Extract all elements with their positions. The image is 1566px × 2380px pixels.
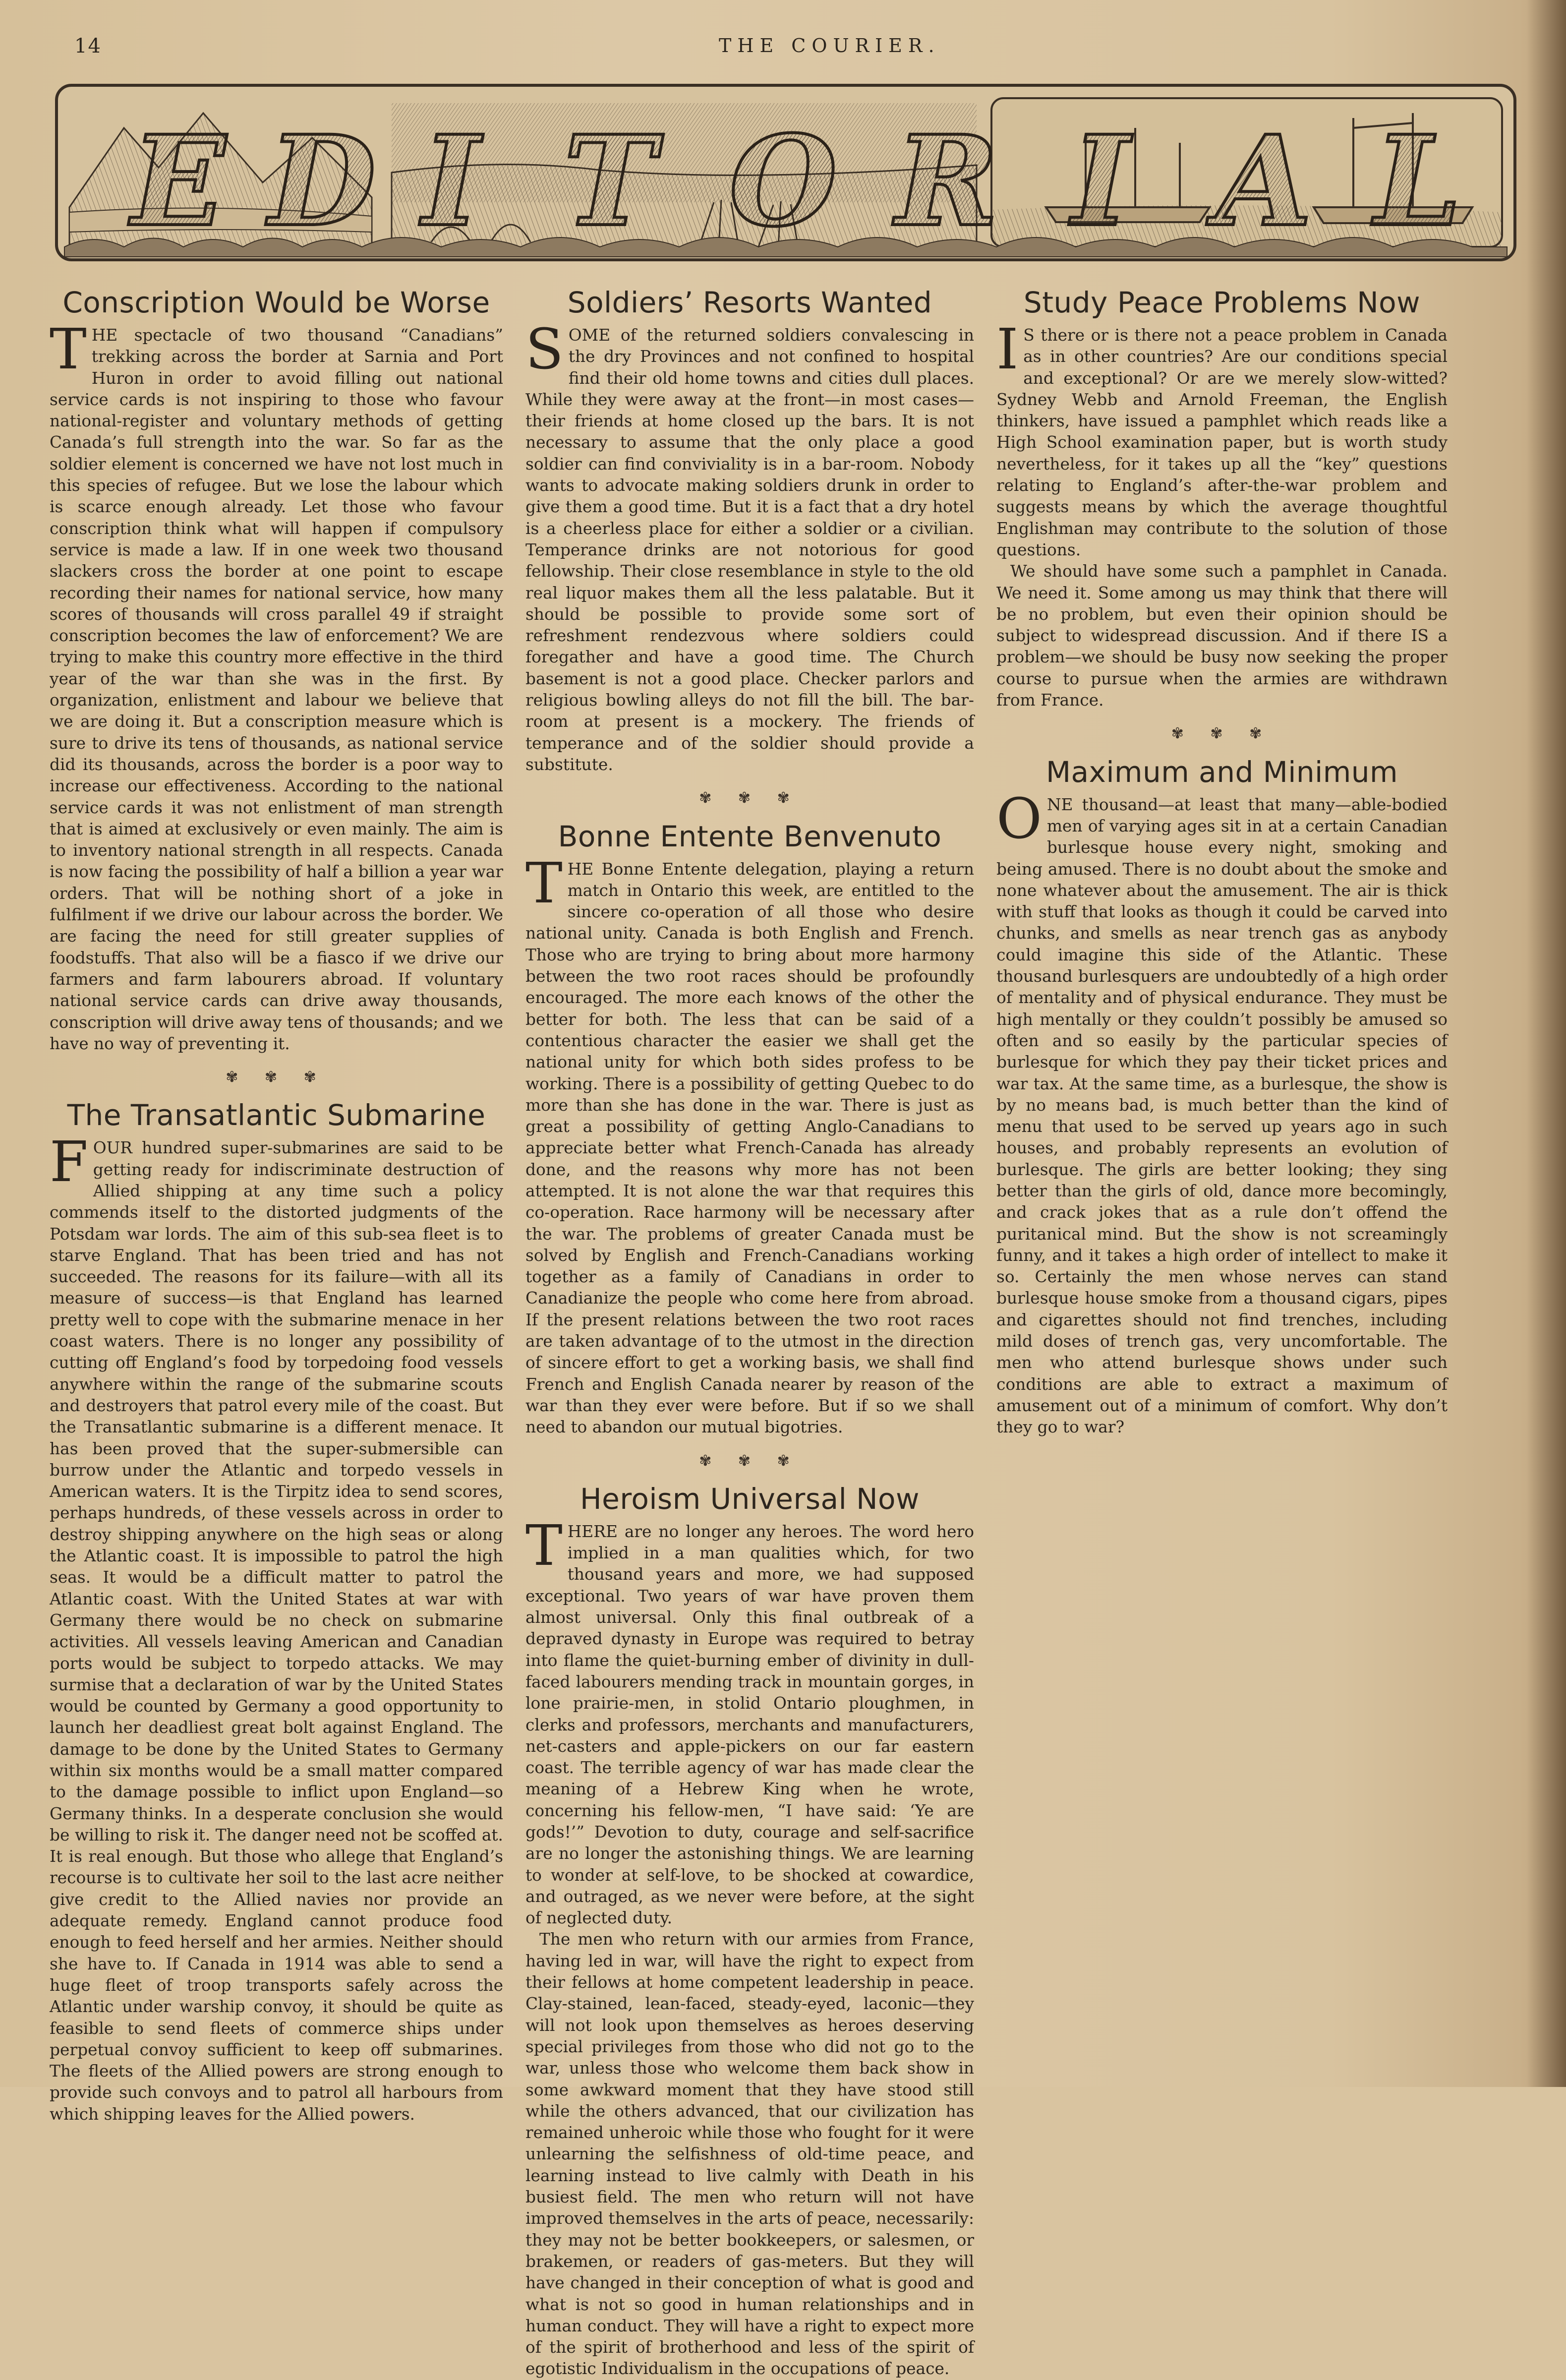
article-paragraph: The men who return with our armies from France, having led in war, will have the right to expect from their fellows at home competent leadership in peace. Clay-stained, lean-faced, steady-eyed, laconic—they will not look upon themselves as heroes deserving special privileges from those who did not go to the war, unless those who welcome them back show in some awkward moment that they have stood still while the others advanced, that our civilization has remained unheroic while those who fought for it were unlearning the selfishness of old-time peace, and learning instead to live calmly with Death in his busiest field. The men who return will not have improved themselves in the arts of peace, necessarily: they may not be better bookkeepers, or salesmen, or brakemen, or readers of gas-meters. But they will have changed in their conception of what is good and what is not so good in human relationships and in human conduct. They will have a right to expect more of the spirit of brotherhood and less of the spirit of egotistic Individualism in the occupations of peace.: [525, 1930, 974, 2379]
section-ornament: ✾ ✾ ✾: [699, 1452, 801, 1470]
section-ornament: ✾ ✾ ✾: [226, 1069, 327, 1086]
banner-letter: I: [422, 108, 480, 254]
article-paragraph: FOUR hundred super-submarines are said to be getting ready for indiscriminate destruction of Allied shipping at any time such a policy commends itself to the distorted judgments of the Potsdam war lords. The aim of this sub-sea fleet is to starve England. That has been tried and has not succeeded. The reasons for its failure—with all its measure of success—is that England has learned pretty well to cope with the submarine menace in her coast waters. There is no longer any possibility of cutting off England’s food by torpedoing food vessels anywhere within the range of the submarine scouts and destroyers that patrol every mile of the coast. But the Transatlantic submarine is a different menace. It has been proved that the super-submersible can burrow under the Atlantic and torpedo vessels in American waters. It is the Tirpitz idea to send scores, perhaps hundreds, of these vessels across in order to destroy shipping anywhere on the high seas or along the Atlantic coast. It is impossible to patrol the high seas. It would be a difficult matter to patrol the Atlantic coast. With the United States at war with Germany there would be no check on submarine activities. All vessels leaving American and Canadian ports would be subject to torpedo attacks. We may surmise that a declaration of war by the United States would be counted by Germany a good opportunity to launch her deadliest great bolt against England. The damage to be done by the United States to Germany within six months would be a small matter compared to the damage possible to inflict upon England—so Germany thinks. In a desperate conclusion she would be willing to risk it. The danger need not be scoffed at. It is real enough. But those who allege that England’s recourse is to cultivate her soil to the last acre neither give credit to the Allied navies nor provide an adequate remedy. England cannot produce food enough to feed herself and her armies. Neither should she have to. If Canada in 1914 was able to send a huge fleet of troop transports safely across the Atlantic under warship convoy, it should be quite as feasible to send fleets of commerce ships under perpetual convoy sufficient to keep off submarines. The fleets of the Allied powers are strong enough to provide such convoys and to patrol all harbours from which shipping leaves for the Allied powers.: [50, 1130, 503, 2124]
section-ornament: ✾ ✾ ✾: [699, 789, 801, 807]
banner-letter: D: [268, 108, 376, 254]
article-paragraph: I S there or is there not a peace problem in Canada as in other countries? Are our conditions special and exceptional? Or are we merely slow-witted? Sydney Webb and Arnold Freeman, the English thinkers, have issued a pamphlet which reads like a High School examination paper, but is worth study nevertheless, for it takes up all the “key” questions relating to England’s after-the-war problem and suggests means by which the average thoughtful Englishman may contribute to the solution of those questions.: [996, 317, 1448, 559]
banner-letter: L: [1374, 108, 1461, 254]
masthead: THE COURIER.: [719, 35, 940, 57]
article-title: Heroism Universal Now: [580, 1482, 920, 1516]
page-header: [74, 35, 1512, 64]
article-title: Study Peace Problems Now: [1023, 286, 1421, 319]
drop-cap: O: [996, 786, 1042, 851]
article-title: Maximum and Minimum: [1045, 755, 1398, 789]
column-2: [525, 285, 974, 2379]
article-title: Bonne Entente Benvenuto: [558, 819, 942, 853]
article-conscription: [50, 285, 503, 1055]
article-paragraph: THE Bonne Entente delegation, playing a return match in Ontario this week, are entitled to the sincere co-operation of all those who desire national unity. Canada is both English and French. Those who are trying to bring about more harmony between the two root races should be profoundly encouraged. The more each knows of the other the better for both. The less that can be said of a contentious character the easier we shall get the national unity for which both sides profess to be working. There is a possibility of getting Quebec to do more than she has done in the war. There is just as great a possibility of getting Anglo-Canadians to appreciate better what French-Canada has already done, and the reasons why more has not been attempted. It is not alone the war that requires this co-operation. Race harmony will be necessary after the war. The problems of greater Canada must be solved by English and French-Canadians working together as a family of Canadians in order to Canadianize the people who come here from abroad. If the present relations between the two root races are taken advantage of to the utmost in the direction of sincere effort to get a working basis, we shall find French and English Canada nearer by reason of the war than they ever were before. But if so we shall need to abandon our mutual bigotries.: [525, 851, 974, 1437]
article-paragraph: We should have some such a pamphlet in Canada. We need it. Some among us may think that there will be no problem, but even their opinion should be subject to widespread discussion. And if there IS a problem—we should be busy now seeking the proper course to pursue when the armies are withdrawn from France.: [996, 562, 1448, 710]
banner-letter: O: [729, 108, 837, 254]
column-3: [996, 285, 1448, 2050]
article-paragraph: THE spectacle of two thousand “Canadians” trekking across the border at Sarnia and Port Huron in order to avoid filling out national service cards is not inspiring to those who favour national-register and voluntary methods of getting Canada’s full strength into the war. So far as the soldier element is concerned we have not lost much in this species of refugee. But we lose the labour which is scarce enough already. Let those who favour conscription think what will happen if compulsory service is made a law. If in one week two thousand slackers cross the border at one point to escape recording their names for national service, how many scores of thousands will cross parallel 49 if straight conscription becomes the law of enforcement? We are trying to make this country more effective in the third year of the war than she was in the first. By organization, enlistment and labour we believe that we are doing it. But a conscription measure which is sure to drive its tens of thousands, as national service did its thousands, across the border is a poor way to increase our effectiveness. According to the national service cards it was not enlistment of man strength that is aimed at exclusively or even mainly. The aim is to inventory national strength in all respects. Canada is now facing the possibility of half a billion a year war orders. That will be nothing short of a joke in fulfilment if we drive our labour across the border. We are facing the need for still greater supplies of foodstuffs. That also will be a fiasco if we drive our farmers and farm labourers abroad. If voluntary national service cards can drive away thousands, conscription will drive away tens of thousands; and we have no way of preventing it.: [50, 317, 503, 1053]
article-title: Soldiers’ Resorts Wanted: [567, 286, 932, 319]
article-transatlantic-submarine: [50, 1098, 503, 2125]
drop-cap: S: [525, 317, 564, 382]
drop-cap: I: [996, 317, 1019, 382]
section-ornament: ✾ ✾ ✾: [1171, 725, 1273, 743]
drop-cap: T: [525, 851, 563, 916]
article-paragraph: ONE thousand—at least that many—able-bodied men of varying ages sit in at a certain Canadian burlesque house every night, smoking and being amused. There is no doubt about the smoke and none whatever about the amusement. The air is thick with stuff that looks as though it could be carved into chunks, and smells as near trench gas as anybody could imagine this side of the Atlantic. These thousand burlesquers are undoubtedly of a high order of mentality and of physical endurance. They must be high mentally or they couldn’t possibly be amused so often and so easily by the particular species of burlesque for which they pay their ticket prices and war tax. At the same time, as a burlesque, the show is by no means bad, is much better than the kind of menu that used to be served up years ago in such houses, and probably represents an evolution of burlesque. The girls are better looking; they sing better than the girls of old, dance more becomingly, and crack jokes that as a rule don’t offend the puritanical mind. But the show is not screamingly funny, and it takes a high order of intellect to make it so. Certainly the men whose nerves can stand burlesque house smoke from a thousand cigars, pipes and cigarettes should not find trenches, including mild doses of trench gas, very uncomfortable. The men who attend burlesque shows under such conditions are able to extract a maximum of amusement out of a minimum of comfort. Why don’t they go to war?: [996, 786, 1448, 1437]
column-1: [50, 285, 503, 2124]
drop-cap: T: [525, 1513, 563, 1578]
article-study-peace: [996, 285, 1448, 711]
banner-letter: R: [895, 108, 998, 254]
page-fold-shadow: [1527, 0, 1566, 2087]
drop-cap: F: [50, 1130, 88, 1195]
article-paragraph: SOME of the returned soldiers convalescing in the dry Provinces and not confined to hospital find their old home towns and cities dull places. While they were away at the front—in most cases—their friends at home closed up the bars. It is not necessary to assume that the only place a good soldier can find conviviality is in a bar-room. Nobody wants to advocate making soldiers drunk in order to give them a good time. But it is a fact that a dry hotel is a cheerless place for either a soldier or a civilian. Temperance drinks are not notorious for good fellowship. Their close resemblance in style to the old real liquor makes them all the less palatable. But it should be possible to provide some sort of refreshment rendezvous where soldiers could foregather and have a good time. The Church basement is not a good place. Checker parlors and religious bowling alleys do not fill the bill. The bar-room at present is a mockery. The friends of temperance and of the soldier should provide a substitute.: [525, 317, 974, 774]
editorial-banner: [55, 83, 1517, 262]
article-title: The Transatlantic Submarine: [67, 1098, 486, 1132]
article-title: Conscription Would be Worse: [62, 286, 490, 319]
article-bonne-entente: [525, 819, 974, 1438]
page-number: 14: [74, 35, 102, 58]
banner-letter: E: [131, 108, 226, 254]
article-soldiers-resorts: [525, 285, 974, 775]
banner-letter: T: [563, 108, 656, 254]
banner-letter: A: [1216, 108, 1312, 254]
article-paragraph: THERE are no longer any heroes. The word hero implied in a man qualities which, for two thousand years and more, we had supposed exceptional. Two years of war have proven them almost universal. Only this final outbreak of a depraved dynasty in Europe was required to betray into flame the quiet-burning ember of divinity in dull-faced labourers mending track in mountain gorges, in lone prairie-men, in stolid Ontario ploughmen, in clerks and professors, merchants and manufacturers, net-casters and apple-pickers on our far eastern coast. The terrible agency of war has made clear the meaning of a Hebrew King when he wrote, concerning his fellow-men, “I have said: ‘Ye are gods!’” Devotion to duty, courage and self-sacrifice are no longer the astonishing things. We are learning to wonder at self-love, to be shocked at cowardice, and outraged, as we never were before, at the sight of neglected duty.: [525, 1513, 974, 1928]
article-maximum-minimum: [996, 755, 1448, 1438]
drop-cap: T: [50, 317, 87, 382]
banner-letter: I: [1071, 108, 1130, 254]
editorial-banner-illustration: [55, 83, 1517, 262]
article-heroism: [525, 1482, 974, 2380]
